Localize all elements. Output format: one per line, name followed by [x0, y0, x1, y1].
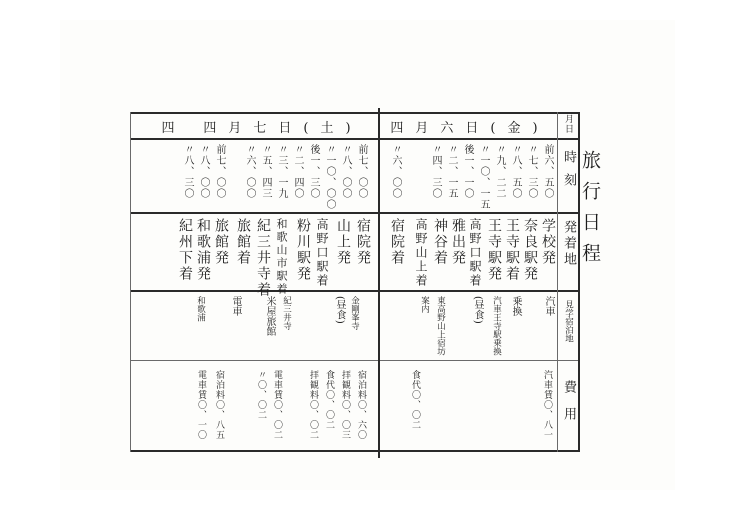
place-cell: 王寺駅着 — [504, 218, 520, 282]
date-header-day2: 四月七日(土) — [203, 121, 363, 136]
time-cell: 後一、三〇 — [308, 144, 319, 199]
place-cell: 王寺駅発 — [486, 218, 502, 282]
cost-cell: 電車賃〇、一〇 — [196, 370, 206, 440]
place-cell: 宿院着 — [389, 218, 405, 266]
header-cost: 費用 — [561, 380, 576, 434]
time-cell: 〃八、五〇 — [510, 144, 521, 199]
note-cell: 乗換 — [510, 296, 521, 316]
note-cell: 金剛峯寺 — [349, 296, 360, 330]
note-cell: 案内 — [419, 296, 430, 313]
cost-cell: 拝観料〇、〇三 — [340, 370, 350, 440]
page-title: 旅行日程 — [579, 150, 601, 274]
place-cell: 奈良駅発 — [522, 218, 538, 282]
header-month-day: 月日 — [563, 114, 573, 134]
time-cell: 〃九、二二 — [494, 144, 505, 199]
time-cell: 〃二、四〇 — [292, 144, 303, 199]
time-cell: 〃六、〇〇 — [244, 144, 255, 199]
note-cell: 汽車 — [543, 296, 554, 316]
place-cell: 高野口駅着 — [468, 218, 482, 288]
time-cell: 前七、〇〇 — [214, 144, 225, 199]
place-cell: 紀三井寺着 — [255, 218, 271, 298]
date-header-day1: 四月六日(金) — [390, 121, 550, 136]
place-cell: 学校発 — [540, 218, 556, 266]
place-cell: 和歌山市駅着 — [275, 218, 288, 296]
header-time: 時刻 — [561, 150, 576, 196]
top-border — [130, 112, 580, 114]
place-cell: 山上発 — [335, 218, 351, 266]
time-cell: 〃八、三〇 — [182, 144, 193, 199]
note-cell: 汽車王寺駅乗換 — [491, 296, 502, 356]
time-cell: 〃一〇、〇〇 — [324, 144, 335, 210]
left-border — [130, 112, 131, 452]
cost-cell: 汽車賃〇、八一 — [542, 370, 552, 440]
cost-cell: 食代〇、〇二 — [410, 370, 420, 430]
note-cell: (昼食) — [334, 296, 345, 324]
place-cell: 旅館発 — [213, 218, 229, 266]
date-header-day3: 四 — [161, 121, 175, 136]
header-place: 発着地 — [561, 220, 576, 268]
time-cell: 〃六、〇〇 — [390, 144, 401, 199]
place-cell: 雅出発 — [450, 218, 466, 266]
document-sheet — [60, 20, 675, 490]
time-cell: 〃八、〇〇 — [198, 144, 209, 199]
place-cell: 宿院発 — [355, 218, 371, 266]
time-cell: 後一、一〇 — [462, 144, 473, 199]
time-cell: 前七、〇〇 — [356, 144, 367, 199]
place-cell: 粉川駅発 — [295, 218, 311, 282]
place-cell: 旅館着 — [235, 218, 251, 266]
note-cell: 紀三井寺 — [281, 296, 292, 330]
cost-cell: 電車賃〇、〇二 — [272, 370, 282, 440]
header-divider — [557, 112, 558, 452]
bottom-border — [130, 450, 580, 452]
note-row-line — [130, 360, 580, 361]
place-cell: 紀州下着 — [177, 218, 193, 282]
place-cell: 高野山上着 — [414, 218, 428, 288]
cost-cell: 〃〇、〇二 — [256, 370, 266, 420]
note-cell: 電車 — [230, 296, 241, 316]
time-cell: 〃一〇、一五 — [478, 144, 489, 210]
note-cell: 米屋旅館 — [264, 296, 275, 336]
note-cell: 東高野山上宿坊 — [435, 296, 446, 356]
time-cell: 前六、五〇 — [542, 144, 553, 199]
time-cell: 〃二、一五 — [446, 144, 457, 199]
time-cell: 〃三、一九 — [276, 144, 287, 199]
header-row-line — [130, 138, 580, 140]
header-lodging: 見学宿泊地 — [563, 300, 574, 343]
time-cell: 〃八、〇〇 — [340, 144, 351, 199]
place-cell: 和歌浦発 — [195, 218, 211, 282]
place-row-line — [130, 290, 580, 292]
time-row-line — [130, 212, 580, 214]
time-cell: 〃四、三〇 — [430, 144, 441, 199]
note-cell: 和歌浦 — [195, 296, 206, 322]
cost-cell: 宿泊料〇、六〇 — [356, 370, 366, 440]
cost-cell: 拝観料〇、〇二 — [308, 370, 318, 440]
note-cell: (昼食) — [472, 296, 483, 324]
cost-cell: 食代〇、〇二 — [324, 370, 334, 430]
time-cell: 〃五、四三 — [260, 144, 271, 199]
time-cell: 〃七、三〇 — [526, 144, 537, 199]
place-cell: 神谷着 — [432, 218, 448, 266]
cost-cell: 宿泊料〇、八五 — [214, 370, 224, 440]
center-fold — [378, 108, 380, 458]
place-cell: 高野口駅着 — [315, 218, 329, 288]
